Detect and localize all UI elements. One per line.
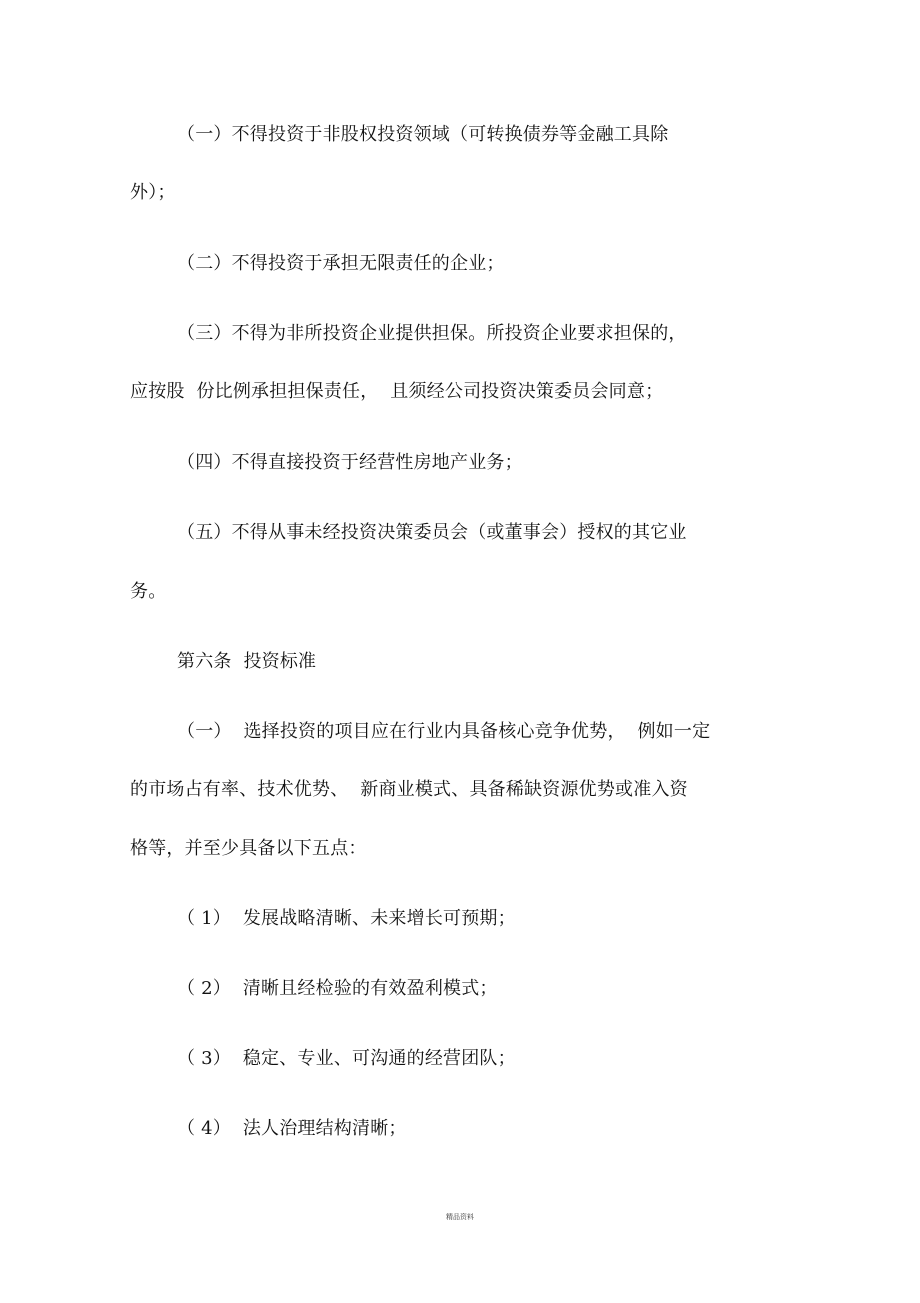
clause-5-line-1: （五）不得从事未经投资决策委员会（或董事会）授权的其它业 — [177, 522, 687, 543]
criterion-1: （ 1） 发展战略清晰、未来增长可预期； — [177, 908, 516, 929]
criterion-3: （ 3） 稳定、专业、可沟通的经营团队； — [177, 1048, 516, 1069]
article-six-heading: 第六条 投资标准 — [177, 651, 317, 672]
page-footer: 精品资料 — [446, 1213, 474, 1221]
standard-1-line-3: 格等，并至少具备以下五点： — [130, 838, 367, 859]
clause-2: （二）不得投资于承担无限责任的企业； — [177, 253, 505, 274]
clause-3-line-2: 应按股 份比例承担担保责任， 且须经公司投资决策委员会同意； — [130, 381, 664, 402]
standard-1-line-1: （一） 选择投资的项目应在行业内具备核心竞争优势， 例如一定 — [177, 721, 711, 742]
criterion-2: （ 2） 清晰且经检验的有效盈利模式； — [177, 978, 498, 999]
clause-5-line-2: 务。 — [130, 581, 167, 602]
clause-3-line-1: （三）不得为非所投资企业提供担保。所投资企业要求担保的， — [177, 323, 687, 344]
clause-4: （四）不得直接投资于经营性房地产业务； — [177, 452, 523, 473]
clause-1-line-1: （一）不得投资于非股权投资领域（可转换债券等金融工具除 — [177, 124, 669, 145]
criterion-4: （ 4） 法人治理结构清晰； — [177, 1118, 407, 1139]
standard-1-line-2: 的市场占有率、技术优势、 新商业模式、具备稀缺资源优势或准入资 — [130, 779, 688, 800]
clause-1-line-2: 外）； — [130, 182, 176, 203]
